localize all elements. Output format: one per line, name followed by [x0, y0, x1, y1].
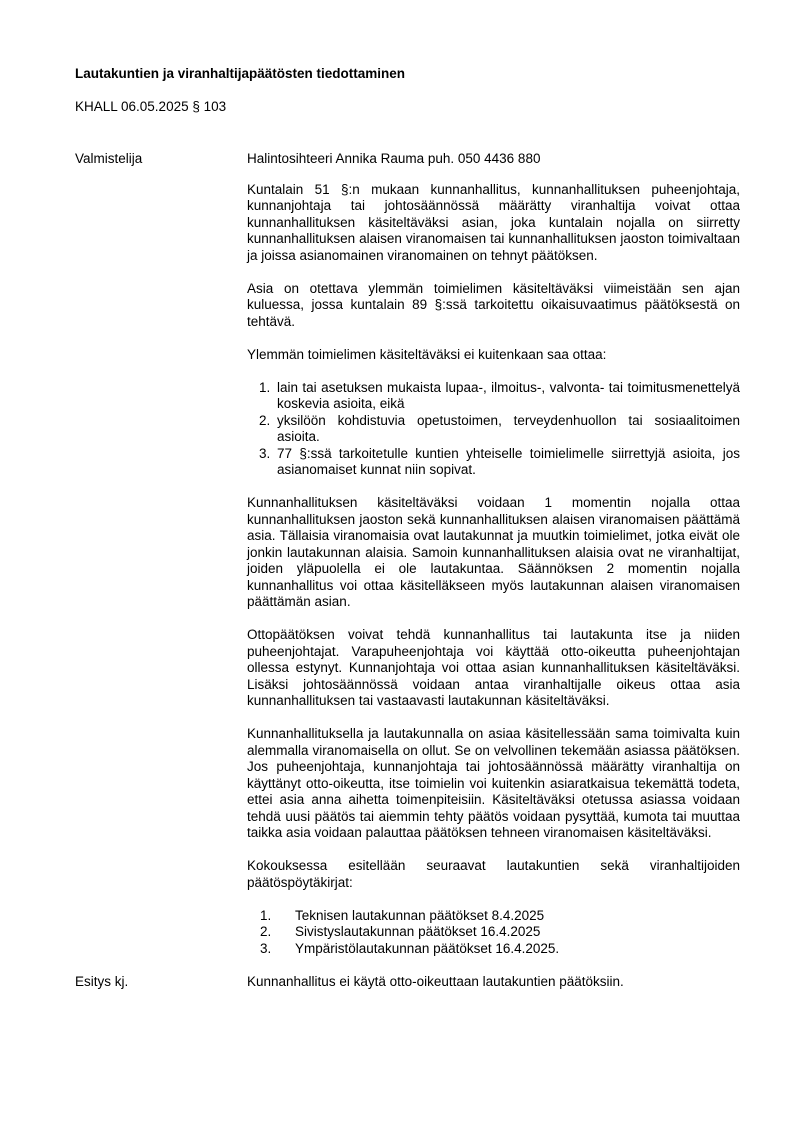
paragraph-deadline: Asia on otettava ylemmän toimielimen käsiteltäväksi viimeistään sen ajan kuluessa, jossa kuntalain 89 §:ssä tarkoitettu oikaisuvaatimus päätöksestä on tehtävä.	[247, 280, 740, 329]
paragraph-competence: Kunnanhallituksella ja lautakunnalla on asiaa käsitellessään sama toimivalta kuin alemmalla viranomaisella on ollut. Se on velvollinen tekemään asiassa päätöksen. Jos puheenjohtaja, kunnanjohtaja tai johtosäännössä määrätty viranhaltija on käyttänyt otto-oikeutta, itse toimielin voi kuitenkin asiaratkaisua tekemättä todeta, ettei asia anna aihetta toimenpiteisiin. Käsiteltäväksi otetussa asiassa voidaan tehdä uusi päätös tai aiemmin tehty päätös voidaan pysyttää, kumota tai muuttaa taikka asia voidaan palauttaa päätöksen tehneen viranomaisen käsiteltäväksi.	[247, 726, 740, 840]
proposal-label: Esitys kj.	[75, 973, 129, 989]
list-item: lain tai asetuksen mukaista lupaa-, ilmoitus-, valvonta- tai toimitusmenettelyä koskevia asioita, eikä	[277, 379, 740, 411]
list-item: 77 §:ssä tarkoitetulle kuntien yhteiselle toimielimelle siirrettyjä asioita, jos asianomaiset kunnat niin sopivat.	[277, 445, 740, 477]
preparer-row	[75, 151, 740, 168]
paragraph-statute-basis: Kuntalain 51 §:n mukaan kunnanhallitus, kunnanhallituksen puheenjohtaja, kunnanjohtaja tai johtosäännössä määrätty viranhaltija voivat ottaa kunnanhallituksen käsiteltäväksi asian, joka kuntalain nojalla on siirretty kunnanhallituksen alaisen viranomaisen tai kunnanhallituksen jaoston toimivaltaan ja joissa asianomainen viranomainen on tehnyt päätöksen.	[247, 181, 740, 263]
document-reference: KHALL 06.05.2025 § 103	[75, 98, 227, 114]
paragraph-minutes-intro: Kokouksessa esitellään seuraavat lautakuntien sekä viranhaltijoiden päätöspöytäkirjat:	[247, 858, 740, 890]
preparer-label: Valmistelija	[75, 151, 143, 166]
paragraph-decision-makers: Ottopäätöksen voivat tehdä kunnanhallitus tai lautakunta itse ja niiden puheenjohtajat. Varapuheenjohtaja voi käyttää otto-oikeutta puheenjohtajan ollessa estynyt. Kunnanjohtaja voi ottaa asian kunnanhallituksen käsiteltäväksi. Lisäksi johtosäännössä voidaan antaa viranhaltijalle oikeus ottaa asia kunnanhallituksen tai vastaavasti lautakunnan käsiteltäväksi.	[247, 627, 740, 708]
list-item: yksilöön kohdistuvia opetustoimen, terveydenhuollon tai sosiaalitoimen asioita.	[277, 412, 740, 444]
paragraph-board-authority: Kunnanhallituksen käsiteltäväksi voidaan 1 momentin nojalla ottaa kunnanhallituksen jaoston sekä kunnanhallituksen alaisen viranomaisen päättämä asia. Tällaisia viranomaisia ovat lautakunnat ja muutkin toimielimet, jotka eivät ole jonkin lautakunnan alaisia. Samoin kunnanhallituksen alaisia ovat ne viranhaltijat, joiden yläpuolella ei ole lautakuntaa. Säännöksen 2 momentin nojalla kunnanhallitus voi ottaa käsitelläkseen myös lautakunnan alaisen viranomaisen päättämän asian.	[247, 495, 740, 609]
list-item: Ympäristölautakunnan päätökset 16.4.2025.	[295, 940, 560, 956]
proposal-value: Kunnanhallitus ei käytä otto-oikeuttaan lautakuntien päätöksiin.	[247, 973, 624, 989]
paragraph-restrictions-intro: Ylemmän toimielimen käsiteltäväksi ei kuitenkaan saa ottaa:	[247, 346, 607, 362]
restrictions-list	[247, 380, 740, 479]
document-title: Lautakuntien ja viranhaltijapäätösten tiedottaminen	[75, 66, 406, 81]
preparer-value: Halintosihteeri Annika Rauma puh. 050 4436 880	[247, 151, 541, 166]
list-item: Teknisen lautakunnan päätökset 8.4.2025	[295, 907, 545, 923]
minutes-list	[247, 908, 740, 958]
list-item: Sivistyslautakunnan päätökset 16.4.2025	[295, 924, 541, 939]
proposal-row	[75, 974, 740, 991]
